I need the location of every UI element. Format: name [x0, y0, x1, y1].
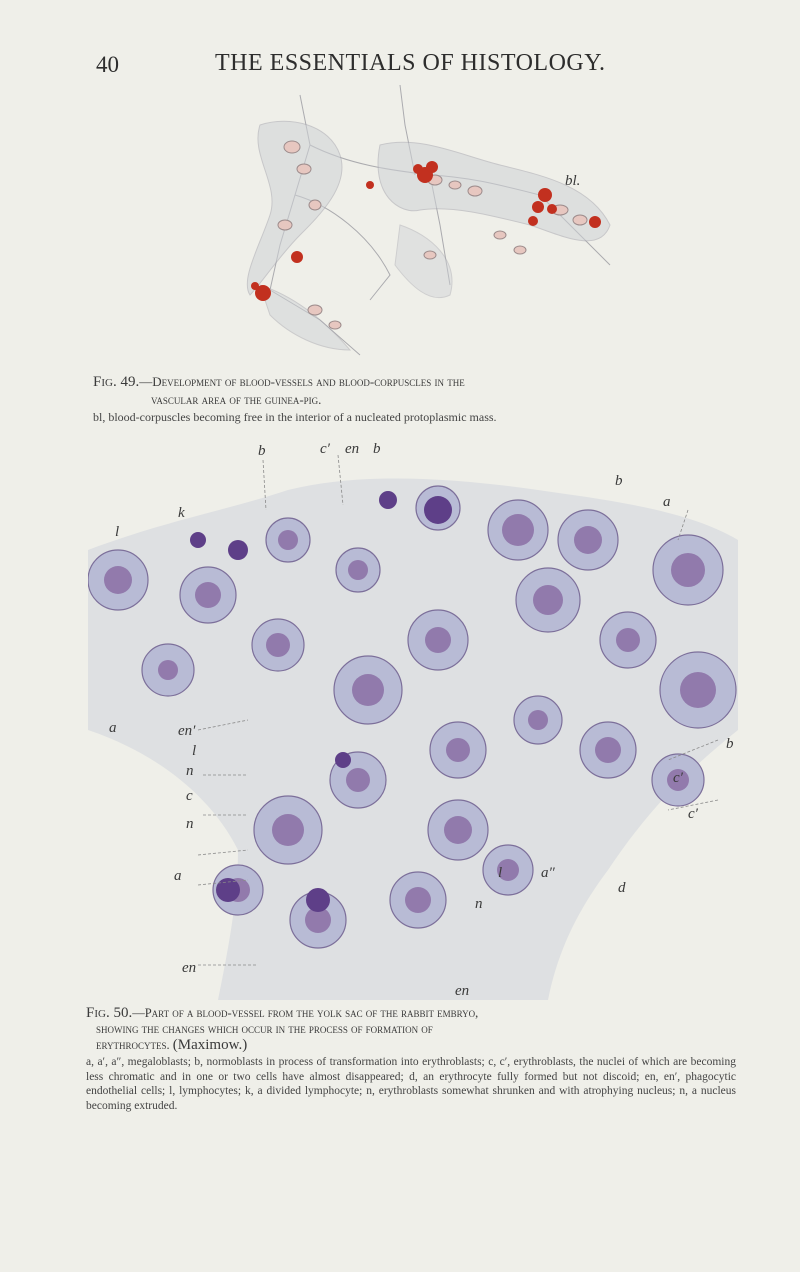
- figure-50-label-n: n: [186, 816, 194, 832]
- figure-50-label-en: en: [455, 983, 470, 999]
- figure-50-label-c-prime: c′: [688, 806, 698, 822]
- figure-50-label-d: d: [618, 880, 626, 896]
- running-title: THE ESSENTIALS OF HISTOLOGY.: [215, 50, 606, 76]
- figure-50-label-n: n: [475, 896, 483, 912]
- figure-50-label-l: l: [192, 743, 197, 759]
- figure-50-label-a: a: [109, 720, 117, 736]
- figure-50-label-c-prime: c′: [320, 441, 330, 457]
- figure-49-caption: [93, 373, 733, 425]
- figure-50-label-l: l: [498, 865, 503, 881]
- figure-49-label-bl: bl.: [565, 173, 581, 189]
- figure-50-label-n: n: [186, 763, 194, 779]
- figure-49-title-line2: vascular area of the guinea-pig.: [151, 392, 322, 407]
- figure-50-title-line1: —Part of a blood-vessel from the yolk sac of the rabbit embryo,: [132, 1006, 479, 1020]
- figure-50-label-b: b: [258, 443, 266, 459]
- figure-49-title-line1: —Development of blood-vessels and blood-corpuscles in the: [139, 374, 465, 389]
- figure-50-label-b: b: [373, 441, 381, 457]
- figure-50-label-b: b: [726, 736, 734, 752]
- figure-50-title-line3: erythrocytes.: [96, 1038, 170, 1052]
- figure-50-illustration: [88, 430, 738, 1000]
- figure-49-number: Fig. 49.: [93, 374, 140, 390]
- figure-50-label-a: a: [174, 868, 182, 884]
- figure-50-label-c-prime: c′: [673, 770, 683, 786]
- figure-50-caption: [86, 1005, 736, 1113]
- figure-50-label-c: c: [186, 788, 193, 804]
- figure-50-number: Fig. 50.: [86, 1005, 133, 1021]
- figure-50-label-en: en: [345, 441, 360, 457]
- figure-50-title-line2: showing the changes which occur in the process of formation of: [96, 1022, 433, 1036]
- figure-50-label-b: b: [615, 473, 623, 489]
- figure-50-label-en: en: [182, 960, 197, 976]
- figure-49-legend: bl, blood-corpuscles becoming free in the interior of a nucleated protoplasmic mass.: [93, 410, 497, 424]
- page-number: 40: [96, 52, 119, 77]
- figure-50-label-a: a: [663, 494, 671, 510]
- figure-50-label-k: k: [178, 505, 185, 521]
- figure-50-attribution: (Maximow.): [172, 1037, 248, 1053]
- figure-50-label-l: l: [115, 524, 120, 540]
- figure-50-label-en-prime: en′: [178, 723, 196, 739]
- figure-50-label-a-double-prime: a″: [541, 865, 555, 881]
- figure-50-legend: a, a′, a″, megaloblasts; b, normoblasts in process of transformation into erythroblasts; c, c′, erythroblasts, the nuclei of which are becoming less chromatic and in one or two cells have almost disappeared; d, an erythrocyte fully formed but not discoid; en, en′, phagocytic endothelial cells; l, lymphocytes; k, a divided lymphocyte; n, erythroblasts somewhat shrunken and with atrophying nucleus; n, a nucleus becoming extruded.: [86, 1056, 736, 1112]
- figure-49-illustration: [200, 85, 640, 370]
